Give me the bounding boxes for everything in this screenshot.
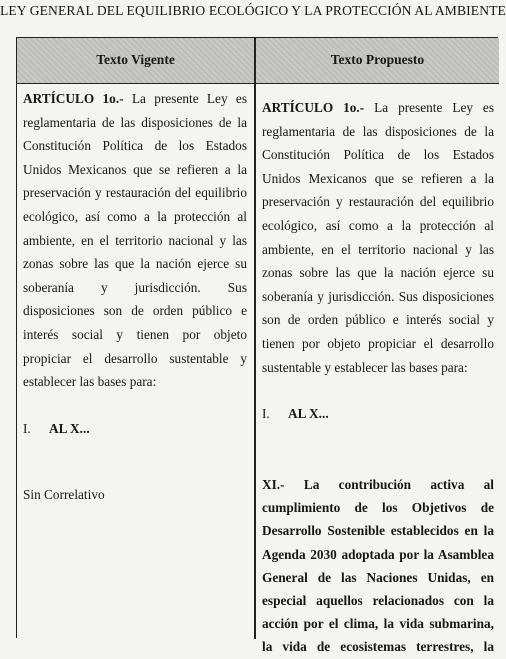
comparison-table: [16, 37, 498, 655]
current-text-cell: [23, 87, 247, 440]
proposed-item-number: I.: [262, 406, 270, 422]
proposed-text-cell: [262, 96, 494, 426]
current-article-paragraph: [23, 87, 247, 394]
proposed-item-text: AL X...: [288, 406, 329, 422]
proposed-fraction-xi: [262, 473, 494, 659]
proposed-fraction-label: XI.-: [262, 477, 285, 492]
proposed-article-body: La presente Ley es reglamentaria de las disposiciones de la Constitución Política de los Estados Unidos Mexicanos que se refieren a la preservación y restauración del equilibrio ecológico, así como a la protección al ambiente, en el territorio nacional y las zonas sobre las que la nación ejerce su soberanía y jurisdicción. Sus disposiciones son de orden público e interés social y tienen por objeto propiciar el desarrollo sustentable y establecer las bases para:: [262, 100, 494, 375]
proposed-fraction-text: La contribución activa al cumplimiento de los Objetivos de Desarrollo Sostenible establecidos en la Agenda 2030 adoptada por la Asamblea General de las Naciones Unidas, en especial aquellos relacionados con la acción por el clima, la vida submarina, la vida de ecosistemas terrestres, la: [262, 477, 494, 655]
header-proposed-text: Texto Propuesto: [330, 52, 425, 67]
current-item-number: I.: [23, 420, 31, 436]
proposed-item-i: [262, 402, 494, 426]
proposed-article-heading: ARTÍCULO 1o.-: [262, 100, 365, 115]
proposed-article-paragraph: [262, 96, 494, 379]
no-correlative-text: Sin Correlativo: [23, 487, 105, 502]
table-header-row: [17, 38, 499, 84]
header-current-text: Texto Vigente: [96, 52, 175, 67]
current-item-i: [23, 417, 247, 441]
current-article-heading: ARTÍCULO 1o.-: [23, 91, 124, 106]
current-article-body: La presente Ley es reglamentaria de las disposiciones de la Constitución Política de los Estados Unidos Mexicanos que se refieren a la preservación y restauración del equilibrio ecológico, así como a la protección al ambiente, en el territorio nacional y las zonas sobre las que la nación ejerce su soberanía y jurisdicción. Sus disposiciones son de orden público e interés social y tienen por objeto propiciar el desarrollo sustentable y establecer las bases para:: [23, 91, 248, 390]
current-item-text: AL X...: [49, 420, 90, 436]
document-title: LEY GENERAL DEL EQUILIBRIO ECOLÓGICO Y LA PROTECCIÓN AL AMBIENTE: [0, 3, 506, 18]
column-divider: [254, 38, 256, 639]
